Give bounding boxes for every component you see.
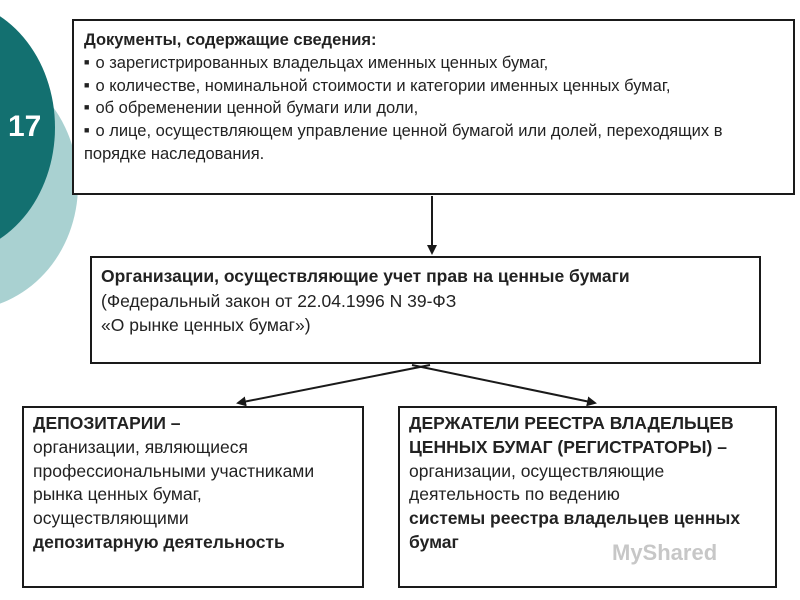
depositories-dash: – [165,413,181,433]
registrars-emphasis: системы реестра владельцев ценных бумаг [409,508,741,552]
depositories-emphasis: депозитарную деятельность [33,531,285,552]
organizations-box [90,256,761,364]
organizations-title: Организации, осуществляющие учет прав на ценные бумаги [101,266,630,286]
arrow-organizations-to-registrars [412,365,595,403]
arrow-organizations-to-depositories [238,365,430,403]
depositories-box [22,406,364,588]
bullet-square-icon: ■ [84,102,90,113]
organizations-law-name: «О рынке ценных бумаг») [101,315,311,335]
watermark-logo: MyShared [612,540,718,565]
registrars-description: организации, осуществляющие деятельность по ведению [409,460,665,505]
slide-number: 17 [8,110,42,143]
bullet-square-icon: ■ [84,125,90,136]
registrars-box [398,406,777,588]
bullet-square-icon: ■ [84,79,90,90]
depositories-description: организации, являющиеся профессиональными участниками рынка ценных бумаг, осуществляющими [33,436,315,529]
documents-bullet-item: ■ о количестве, номинальной стоимости и категории именных ценных бумаг, [84,76,671,95]
bullet-square-icon: ■ [84,56,90,67]
documents-title: Документы, содержащие сведения: [84,31,377,49]
registrars-title: ДЕРЖАТЕЛИ РЕЕСТРА ВЛАДЕЛЬЦЕВ ЦЕННЫХ БУМАГ (РЕГИСТРАТОРЫ) – [409,413,734,457]
organizations-law-line: (Федеральный закон от 22.04.1996 N 39-ФЗ [101,290,457,311]
documents-bullet-item: ■ о зарегистрированных владельцах именных ценных бумаг, [84,53,549,72]
documents-bullet-item: ■ о лице, осуществляющем управление ценной бумагой или долей, переходящих в порядке наследования. [84,122,723,163]
documents-box [72,19,795,195]
depositories-title: ДЕПОЗИТАРИИ [33,413,166,433]
documents-bullet-item: ■ об обременении ценной бумаги или доли, [84,99,419,118]
